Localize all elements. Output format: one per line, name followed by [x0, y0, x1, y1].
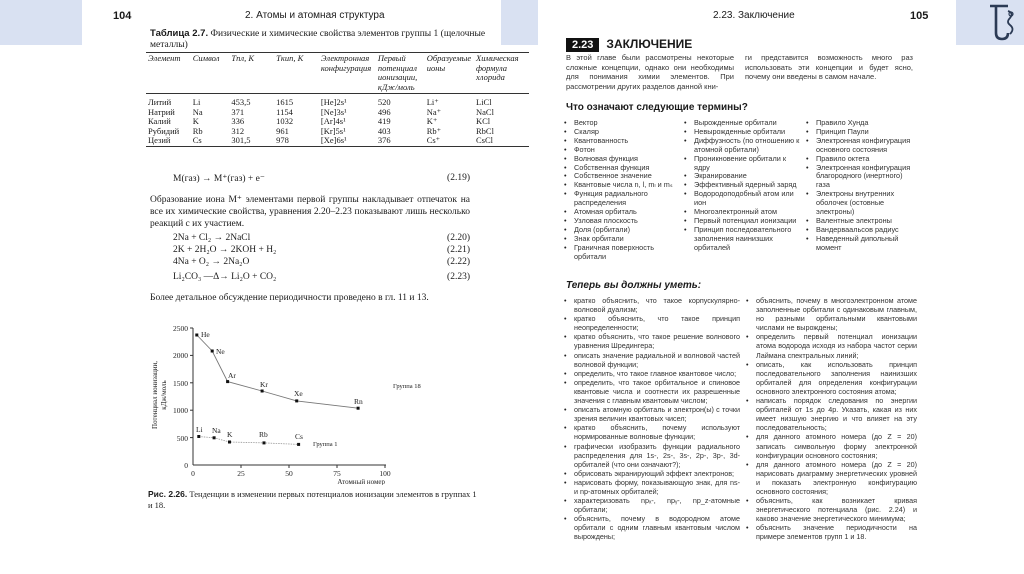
- svg-text:Li: Li: [196, 425, 203, 434]
- col-header: Tпл, K: [231, 53, 255, 63]
- skill-item: • графически изобразить функции радиального распределения для 1s-, 2s-, 3s-, 2p-, 3p-, 3d-орбиталей (что они означают?);: [563, 442, 740, 469]
- equation-2-21: [173, 245, 470, 255]
- svg-text:Cs: Cs: [295, 432, 303, 441]
- x-tick: 100: [379, 469, 391, 478]
- cell: LiCl: [476, 97, 492, 107]
- skill-item: • обрисовать экранирующий эффект электронов;: [563, 469, 740, 478]
- svg-text:Ar: Ar: [228, 371, 236, 380]
- series-group-1-points: [197, 435, 300, 446]
- term-item: • Электронная конфигурация благородного (инертного) газа: [805, 164, 917, 191]
- cell: Литий: [148, 97, 172, 107]
- svg-text:He: He: [201, 330, 210, 339]
- term-item: • Знак орбитали: [563, 235, 681, 244]
- skill-item: • описать атомную орбиталь и электрон(ы) с точки зрения величин квантовых чисел;: [563, 405, 740, 423]
- logo-icon: [988, 3, 1018, 41]
- cell: Цезий: [148, 135, 171, 145]
- col-header: Tкип, K: [276, 53, 304, 63]
- term-item: • Волновая функция: [563, 155, 681, 164]
- svg-text:Rn: Rn: [354, 397, 363, 406]
- skills-list-col-2: [745, 296, 917, 542]
- svg-text:Kr: Kr: [260, 380, 268, 389]
- equation-2-20: [173, 233, 470, 243]
- equation-number: (2.23): [447, 272, 470, 282]
- slide-accent-left: [0, 0, 82, 45]
- term-item: • Граничная поверхность орбитали: [563, 244, 681, 262]
- x-tick: 25: [237, 469, 245, 478]
- equation-text: Li₂CO₃ —Δ→ Li₂O + CO₂: [173, 272, 277, 282]
- ionization-chart: [145, 320, 435, 485]
- terms-list-col-3: [805, 119, 917, 253]
- cell: 978: [276, 135, 289, 145]
- section-title: ЗАКЛЮЧЕНИЕ: [606, 37, 693, 51]
- term-item: • Фотон: [563, 146, 681, 155]
- term-item: • Вектор: [563, 119, 681, 128]
- skill-item: • объяснить значение периодичности на примере элементов групп 1 и 18.: [745, 523, 917, 541]
- cell: 376: [377, 135, 391, 145]
- cell: 336: [231, 116, 245, 126]
- cell: Рубидий: [148, 125, 180, 136]
- cell: K: [192, 116, 199, 126]
- equation-text: 2K + 2H₂O → 2KOH + H₂: [173, 245, 277, 255]
- paragraph-periodicity: Более детальное обсуждение периодичности проведено в гл. 11 и 13.: [150, 293, 429, 303]
- cell: 312: [231, 125, 245, 136]
- logo: [988, 3, 1018, 41]
- figure-caption: [148, 489, 478, 511]
- svg-text:Rb: Rb: [259, 430, 268, 439]
- skill-item: • определить, что такое орбитальное и спиновое квантовые числа и соотнести их разрешенные значения с главным квантовым числом;: [563, 378, 740, 405]
- terms-list-col-2: [683, 119, 801, 253]
- cell: 453,5: [231, 97, 251, 107]
- skill-item: • объяснить, как возникает кривая энергетического потенциала (рис. 2.24) и каково значение энергетического минимума;: [745, 496, 917, 523]
- equation-number: (2.22): [447, 257, 470, 267]
- figure-caption-text: Тенденции в изменении первых потенциалов ионизации элементов в группах 1 и 18.: [148, 489, 477, 510]
- equation-text: 4Na + O₂ → 2Na₂O: [173, 257, 250, 267]
- y-tick: 2500: [173, 324, 188, 333]
- cell: 520: [377, 97, 391, 107]
- term-item: • Принцип Паули: [805, 128, 917, 137]
- term-item: • Квантовые числа n, l, mₗ и mₛ: [563, 181, 681, 190]
- term-item: • Доля (орбитали): [563, 226, 681, 235]
- term-item: • Экранирование: [683, 172, 801, 181]
- skill-item: • определить, что такое главное квантовое число;: [563, 369, 740, 378]
- chart-svg: [145, 320, 435, 485]
- equation-number: (2.20): [447, 233, 470, 243]
- term-item: • Собственная функция: [563, 164, 681, 173]
- term-item: • Квантованность: [563, 137, 681, 146]
- cell: [Ar]4s¹: [320, 116, 346, 126]
- skill-item: • характеризовать npₓ-, npᵧ-, np_z-атомные орбитали;: [563, 496, 740, 514]
- skill-item: • описать, как использовать принцип последовательного заполнения наинизших орбиталей для определения конфигурации основного электронного состояния атома;: [745, 360, 917, 396]
- cell: Li: [192, 97, 201, 107]
- cell: [He]2s¹: [320, 97, 347, 107]
- figure-caption-label: Рис. 2.26.: [148, 489, 188, 499]
- left-page-number: 104: [113, 10, 132, 22]
- cell: KCl: [476, 116, 491, 126]
- series-group-1-name: Группа 1: [313, 441, 338, 448]
- skill-item: • кратко объяснить, что такое решение волнового уравнения Шредингера;: [563, 332, 740, 350]
- y-tick: 2000: [173, 351, 188, 360]
- series-group-18-points: [195, 334, 359, 410]
- equation-2-19: [173, 173, 470, 184]
- term-item: • Невырожденные орбитали: [683, 128, 801, 137]
- paragraph-ion-formation: Образование иона M⁺ элементами первой группы накладывает отпечаток на все их химические свойства, уравнения 2.20–2.23 показывают лишь несколько реакций с их участием.: [150, 195, 470, 229]
- cell: 961: [276, 125, 289, 136]
- right-page-number: 105: [910, 10, 929, 22]
- properties-table-wrap: [146, 52, 529, 147]
- skill-item: • нарисовать форму, показывающую знак, для ns- и np-атомных орбиталей;: [563, 478, 740, 496]
- y-tick: 0: [184, 461, 188, 470]
- equation-2-22: [173, 257, 470, 267]
- col-header: Элемент: [148, 53, 181, 63]
- term-item: • Диффузность (по отношению к атомной орбитали): [683, 137, 801, 155]
- terms-list-col-1: [563, 119, 681, 262]
- x-axis-label: Атомный номер: [337, 478, 385, 485]
- cell: Калий: [148, 116, 171, 126]
- term-item: • Первый потенциал ионизации: [683, 217, 801, 226]
- series-group-18-line: [197, 335, 358, 408]
- term-item: • Атомная орбиталь: [563, 208, 681, 217]
- table-caption: [150, 28, 520, 51]
- svg-text:K: K: [227, 430, 233, 439]
- equation-2-23: [173, 272, 470, 282]
- cell: Na⁺: [426, 106, 442, 117]
- term-item: • Скаляр: [563, 128, 681, 137]
- term-item: • Наведенный дипольный момент: [805, 235, 917, 253]
- skill-item: • написать порядок следования по энергии орбиталей от 1s до 4p. Указать, какая из них имеет низшую энергию и что влияет на эту последовательность;: [745, 396, 917, 432]
- col-header: Образуемые ионы: [426, 53, 472, 73]
- term-item: • Вандерваальсов радиус: [805, 226, 917, 235]
- series-group-18-labels: [201, 330, 363, 406]
- term-item: • Многоэлектронный атом: [683, 208, 801, 217]
- cell: 496: [377, 106, 391, 117]
- section-heading: [566, 35, 692, 53]
- skill-item: • объяснить, почему в многоэлектронном атоме заполненные орбитали с одинаковым главным, но разными орбитальными квантовыми числами не вырождены;: [745, 296, 917, 332]
- cell: K⁺: [426, 116, 438, 126]
- cell: Cs⁺: [426, 135, 441, 145]
- table-row: [146, 94, 529, 108]
- term-item: • Правило октета: [805, 155, 917, 164]
- y-tick: 1000: [173, 406, 188, 415]
- y-tick: 500: [176, 434, 188, 443]
- cell: 419: [377, 116, 391, 126]
- col-header: Электронная конфигурация: [320, 53, 372, 73]
- cell: Li⁺: [426, 97, 439, 107]
- skills-heading: Теперь вы должны уметь:: [566, 280, 702, 291]
- skill-item: • описать значение радиальной и волновой частей волновой функции;: [563, 351, 740, 369]
- right-running-head: 2.23. Заключение: [713, 10, 795, 21]
- col-header: Символ: [192, 53, 220, 63]
- skill-item: • для данного атомного номера (до Z = 20) записать символьную форму электронной конфигурации основного состояния;: [745, 432, 917, 459]
- cell: Натрий: [148, 106, 175, 117]
- skill-item: • кратко объяснить, почему используют нормированные волновые функции;: [563, 423, 740, 441]
- cell: [Kr]5s¹: [320, 125, 346, 136]
- properties-table: [146, 52, 529, 147]
- equation-number: (2.21): [447, 245, 470, 255]
- cell: NaCl: [476, 106, 494, 117]
- table-caption-text: Физические и химические свойства элементов группы 1 (щелочные металлы): [150, 29, 486, 50]
- skill-item: • объяснить, почему в водородном атоме орбитали с одним главным квантовым числом вырождены;: [563, 514, 740, 541]
- term-item: • Принцип последовательного заполнения наинизших орбиталей: [683, 226, 801, 253]
- skill-item: • для данного атомного номера (до Z = 20) нарисовать диаграмму энергетических уровней и показать электронную конфигурацию основного состояния;: [745, 460, 917, 496]
- section-number-badge: 2.23: [566, 38, 599, 52]
- cell: RbCl: [476, 125, 494, 136]
- cell: Rb⁺: [426, 125, 442, 136]
- cell: 1154: [276, 106, 293, 117]
- cell: CsCl: [476, 135, 494, 145]
- svg-text:Ne: Ne: [216, 347, 225, 356]
- cell: Na: [192, 106, 203, 117]
- table-caption-label: Таблица 2.7.: [150, 28, 209, 39]
- svg-text:Na: Na: [212, 426, 221, 435]
- cell: 403: [377, 125, 391, 136]
- intro-col-1: В этой главе были рассмотрены некоторые сложные концепции, однако они необходимы для понимания химии элементов. При рассмотрении других разделов данной кни-: [566, 53, 734, 91]
- equation-text: M(газ) → M⁺(газ) + e⁻: [173, 174, 265, 184]
- y-tick: 1500: [173, 379, 188, 388]
- x-tick: 50: [285, 469, 293, 478]
- skills-list-col-1: [563, 296, 740, 542]
- series-group-1-labels: [196, 425, 303, 441]
- left-running-head: 2. Атомы и атомная структура: [245, 10, 385, 21]
- cell: 301,5: [231, 135, 251, 145]
- equation-number: (2.19): [447, 173, 470, 183]
- col-header: Химическая формула хлорида: [476, 53, 519, 82]
- term-item: • Функция радиального распределения: [563, 190, 681, 208]
- skill-item: • определить первый потенциал ионизации атома водорода исходя из набора частот серии Лаймана спектральных линий;: [745, 332, 917, 359]
- cell: 1615: [276, 97, 294, 107]
- cell: 1032: [276, 116, 294, 126]
- terms-heading: Что означают следующие термины?: [566, 102, 748, 113]
- table-header-row: [146, 53, 529, 94]
- term-item: • Вырожденные орбитали: [683, 119, 801, 128]
- cell: 371: [231, 106, 245, 117]
- x-tick: 75: [333, 469, 341, 478]
- skill-item: • кратко объяснить, что такое принцип неопределенности;: [563, 314, 740, 332]
- term-item: • Электроны внутренних оболочек (остовные электроны): [805, 190, 917, 217]
- x-tick: 0: [191, 469, 195, 478]
- y-axis-label-line2: кДж/моль: [160, 380, 168, 410]
- svg-text:Xe: Xe: [294, 389, 303, 398]
- table-row: [146, 136, 529, 146]
- cell: Cs: [192, 135, 202, 145]
- term-item: • Водородоподобный атом или ион: [683, 190, 801, 208]
- cell: [Xe]6s¹: [320, 135, 347, 145]
- term-item: • Проникновение орбитали к ядру: [683, 155, 801, 173]
- skill-item: • кратко объяснить, что такое корпускулярно-волновой дуализм;: [563, 296, 740, 314]
- y-axis-label-line1: Потенциал ионизации,: [151, 361, 159, 429]
- intro-col-2: ги представится возможность много раз использовать эти концепции и будет ясно, почему они введены в самом начале.: [745, 53, 913, 81]
- term-item: • Правило Хунда: [805, 119, 917, 128]
- term-item: • Электронная конфигурация основного состояния: [805, 137, 917, 155]
- cell: Rb: [192, 125, 203, 136]
- term-item: • Валентные электроны: [805, 217, 917, 226]
- term-item: • Узловая плоскость: [563, 217, 681, 226]
- col-header: Первый потенциал ионизации, кДж/моль: [377, 53, 418, 92]
- term-item: • Эффективный ядерный заряд: [683, 181, 801, 190]
- term-item: • Собственное значение: [563, 172, 681, 181]
- cell: [Ne]3s¹: [320, 106, 347, 117]
- series-group-18-name: Группа 18: [393, 383, 421, 390]
- equation-text: 2Na + Cl₂ → 2NaCl: [173, 233, 251, 243]
